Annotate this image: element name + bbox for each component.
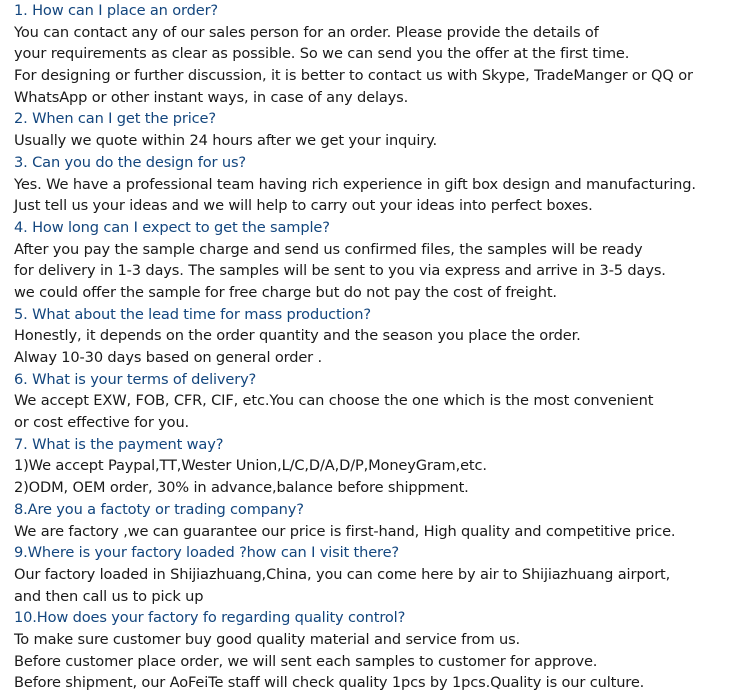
faq-answer-line: Honestly, it depends on the order quantity and the season you place the order. (14, 327, 581, 345)
faq-answer-line: Our factory loaded in Shijiazhuang,China, you can come here by air to Shijiazhuang airport, (14, 565, 671, 583)
faq-item (14, 542, 734, 607)
faq-answer-line: Just tell us your ideas and we will help to carry out your ideas into perfect boxes. (14, 197, 593, 215)
faq-question: 6. What is your terms of delivery? (14, 370, 257, 388)
faq-item (14, 0, 734, 108)
faq-question: 1. How can I place an order? (14, 2, 219, 19)
faq-item (14, 108, 734, 151)
faq-answer-line: 2)ODM, OEM order, 30% in advance,balance before shippment. (14, 479, 469, 497)
faq-item (14, 607, 734, 694)
faq-item (14, 152, 734, 217)
faq-document (14, 0, 734, 694)
faq-item (14, 369, 734, 434)
faq-question: 3. Can you do the design for us? (14, 153, 247, 171)
faq-item (14, 499, 734, 542)
faq-answer-line: we could offer the sample for free charge but do not pay the cost of freight. (14, 283, 557, 301)
faq-answer-line: WhatsApp or other instant ways, in case of any delays. (14, 88, 409, 106)
faq-answer-line: To make sure customer buy good quality material and service from us. (14, 630, 521, 648)
faq-answer-line: After you pay the sample charge and send us confirmed files, the samples will be ready (14, 240, 643, 258)
faq-answer-line: We accept EXW, FOB, CFR, CIF, etc.You can choose the one which is the most convenient (14, 392, 654, 410)
faq-question: 10.How does your factory fo regarding quality control? (14, 609, 406, 627)
faq-question: 5. What about the lead time for mass production? (14, 305, 371, 323)
faq-answer-line: or cost effective for you. (14, 414, 190, 432)
faq-question: 9.Where is your factory loaded ?how can I visit there? (14, 544, 399, 562)
faq-answer-line: For designing or further discussion, it is better to contact us with Skype, TradeManger or QQ or (14, 67, 693, 85)
faq-question: 7. What is the payment way? (14, 435, 224, 453)
faq-item (14, 304, 734, 369)
faq-answer-line: Before customer place order, we will sent each samples to customer for approve. (14, 652, 598, 670)
faq-answer-line: Usually we quote within 24 hours after we get your inquiry. (14, 132, 437, 150)
faq-answer-line: Alway 10-30 days based on general order . (14, 349, 322, 366)
faq-answer-line: and then call us to pick up (14, 587, 204, 605)
faq-answer-line: We are factory ,we can guarantee our price is first-hand, High quality and competitive price. (14, 522, 676, 540)
faq-question: 2. When can I get the price? (14, 110, 216, 128)
faq-answer-line: for delivery in 1-3 days. The samples will be sent to you via express and arrive in 3-5 days. (14, 262, 666, 280)
faq-answer-line: You can contact any of our sales person for an order. Please provide the details of (14, 23, 599, 41)
faq-question: 8.Are you a factoty or trading company? (14, 500, 304, 518)
faq-answer-line: 1)We accept Paypal,TT,Wester Union,L/C,D/A,D/P,MoneyGram,etc. (14, 457, 487, 475)
faq-answer-line: your requirements as clear as possible. So we can send you the offer at the first time. (14, 45, 630, 63)
faq-item (14, 217, 734, 304)
faq-item (14, 434, 734, 499)
faq-answer-line: Before shipment, our AoFeiTe staff will check quality 1pcs by 1pcs.Quality is our culture. (14, 674, 645, 692)
faq-answer-line: Yes. We have a professional team having rich experience in gift box design and manufacturing. (14, 175, 696, 193)
faq-question: 4. How long can I expect to get the sample? (14, 218, 330, 236)
